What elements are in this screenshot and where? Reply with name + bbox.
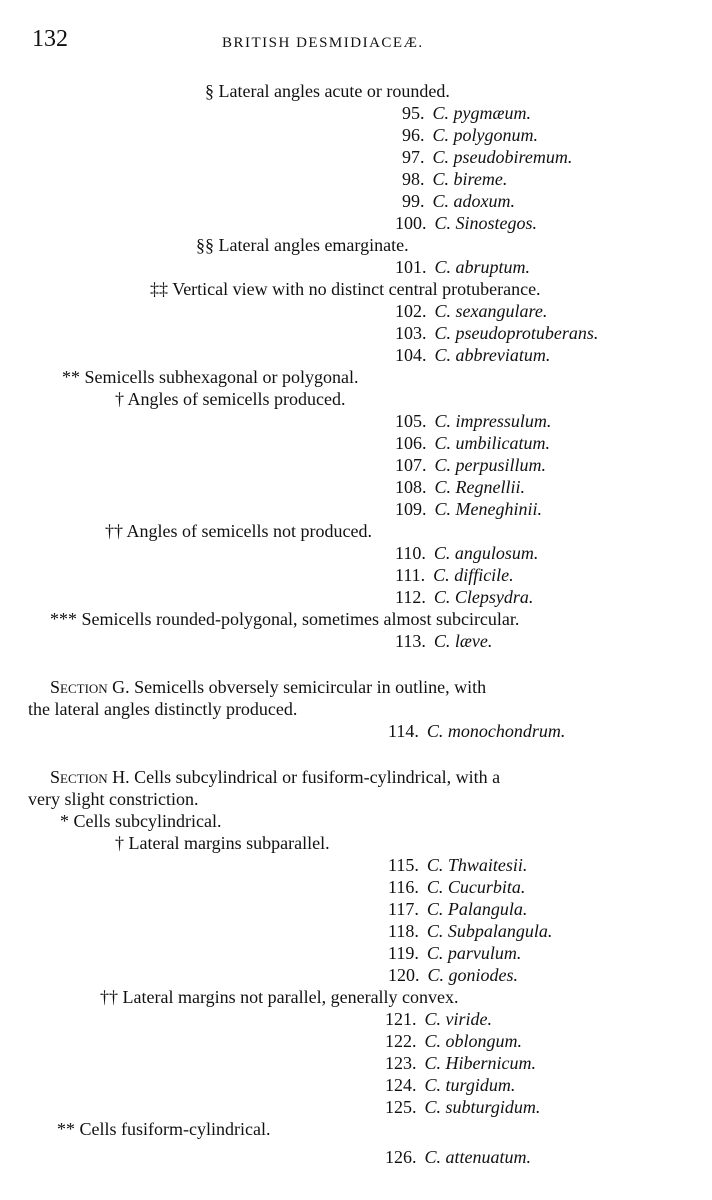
species-entry: [395, 410, 551, 432]
genus-abbrev: C.: [434, 455, 452, 475]
key-text: Semicells subhexagonal or polygonal.: [84, 367, 359, 387]
species-number: 102.: [395, 301, 427, 321]
species-name: Regnellii.: [455, 477, 525, 497]
species-name: sexangulare.: [455, 301, 548, 321]
section-label: Section G.: [50, 677, 130, 697]
species-name: Sinostegos.: [455, 213, 538, 233]
species-number: 116.: [388, 877, 419, 897]
species-entry: [395, 564, 514, 586]
genus-abbrev: C.: [424, 1031, 442, 1051]
species-name: umbilicatum.: [455, 433, 551, 453]
genus-abbrev: C.: [424, 1097, 442, 1117]
key-marker: ††: [105, 521, 123, 541]
section-heading: [50, 766, 500, 788]
body-text-line: the lateral angles distinctly produced.: [28, 699, 298, 719]
key-text: Cells subcylindrical.: [73, 811, 222, 831]
species-number: 124.: [385, 1075, 417, 1095]
species-name: bireme.: [453, 169, 508, 189]
key-text: Semicells rounded-polygonal, sometimes almost subcircular.: [81, 609, 520, 629]
species-entry: [385, 1030, 522, 1052]
genus-abbrev: C.: [424, 1009, 442, 1029]
key-heading: [105, 520, 372, 542]
genus-abbrev: C.: [433, 543, 451, 563]
key-marker: ‡‡: [150, 279, 168, 299]
species-entry: [395, 300, 547, 322]
species-number: 109.: [395, 499, 427, 519]
key-heading: [196, 234, 409, 256]
species-name: goniodes.: [448, 965, 519, 985]
key-text: Lateral margins subparallel.: [128, 833, 330, 853]
genus-abbrev: C.: [434, 433, 452, 453]
genus-abbrev: C.: [434, 499, 452, 519]
species-entry: [395, 256, 530, 278]
key-text: Lateral angles acute or rounded.: [218, 81, 450, 101]
key-text: Vertical view with no distinct central protuberance.: [172, 279, 541, 299]
species-entry: [388, 920, 552, 942]
page-number: 132: [32, 26, 68, 52]
species-number: 111.: [395, 565, 426, 585]
key-marker: **: [57, 1119, 75, 1139]
genus-abbrev: C.: [432, 103, 450, 123]
section-text: Cells subcylindrical or fusiform-cylindrical, with a: [134, 767, 501, 787]
species-number: 97.: [402, 147, 425, 167]
species-name: abruptum.: [455, 257, 531, 277]
species-name: Thwaitesii.: [447, 855, 528, 875]
species-number: 119.: [388, 943, 419, 963]
species-name: Subpalangula.: [447, 921, 553, 941]
species-number: 107.: [395, 455, 427, 475]
genus-abbrev: C.: [434, 477, 452, 497]
species-entry: [402, 124, 538, 146]
key-marker: §: [205, 81, 214, 101]
key-marker: **: [62, 367, 80, 387]
species-number: 125.: [385, 1097, 417, 1117]
species-name: monochondrum.: [447, 721, 566, 741]
key-heading: [57, 1118, 270, 1140]
section-text: Semicells obversely semicircular in outline, with: [134, 677, 487, 697]
species-entry: [395, 630, 492, 652]
genus-abbrev: C.: [424, 1053, 442, 1073]
genus-abbrev: C.: [426, 721, 444, 741]
species-number: 99.: [402, 191, 425, 211]
genus-abbrev: C.: [434, 213, 452, 233]
species-number: 113.: [395, 631, 426, 651]
key-heading: [115, 832, 330, 854]
genus-abbrev: C.: [424, 1075, 442, 1095]
species-number: 108.: [395, 477, 427, 497]
species-number: 117.: [388, 899, 419, 919]
genus-abbrev: C.: [433, 631, 451, 651]
species-name: abbreviatum.: [455, 345, 551, 365]
species-number: 122.: [385, 1031, 417, 1051]
genus-abbrev: C.: [433, 565, 450, 585]
key-marker: ***: [50, 609, 77, 629]
key-heading: [115, 388, 345, 410]
species-number: 112.: [395, 587, 426, 607]
species-entry: [385, 1146, 531, 1168]
key-marker: ††: [100, 987, 118, 1007]
genus-abbrev: C.: [434, 323, 452, 343]
species-entry: [395, 498, 542, 520]
species-name: oblongum.: [445, 1031, 523, 1051]
key-marker: §§: [196, 235, 214, 255]
key-text: Lateral margins not parallel, generally convex.: [122, 987, 459, 1007]
species-number: 114.: [388, 721, 419, 741]
species-entry: [385, 1052, 536, 1074]
species-entry: [385, 1008, 492, 1030]
species-entry: [402, 146, 572, 168]
species-entry: [385, 1096, 540, 1118]
species-entry: [395, 476, 525, 498]
species-name: Cucurbita.: [447, 877, 526, 897]
running-title: BRITISH DESMIDIACEÆ.: [222, 35, 424, 51]
species-number: 115.: [388, 855, 419, 875]
genus-abbrev: C.: [434, 411, 452, 431]
genus-abbrev: C.: [426, 855, 444, 875]
key-heading: [205, 80, 450, 102]
species-entry: [395, 322, 598, 344]
genus-abbrev: C.: [426, 899, 444, 919]
genus-abbrev: C.: [432, 147, 450, 167]
key-heading: [150, 278, 541, 300]
species-name: viride.: [445, 1009, 493, 1029]
species-name: Palangula.: [447, 899, 528, 919]
genus-abbrev: C.: [426, 921, 444, 941]
species-number: 98.: [402, 169, 425, 189]
genus-abbrev: C.: [432, 169, 450, 189]
species-name: turgidum.: [445, 1075, 516, 1095]
species-name: perpusillum.: [455, 455, 547, 475]
species-number: 126.: [385, 1147, 417, 1167]
genus-abbrev: C.: [424, 1147, 442, 1167]
species-entry: [388, 964, 518, 986]
species-name: subturgidum.: [445, 1097, 541, 1117]
species-name: polygonum.: [453, 125, 539, 145]
species-entry: [395, 454, 546, 476]
species-name: parvulum.: [447, 943, 522, 963]
species-number: 96.: [402, 125, 425, 145]
genus-abbrev: C.: [434, 257, 452, 277]
genus-abbrev: C.: [432, 191, 450, 211]
species-name: attenuatum.: [445, 1147, 532, 1167]
species-entry: [388, 720, 565, 742]
species-number: 120.: [388, 965, 420, 985]
section-heading: [50, 676, 486, 698]
species-name: difficile.: [454, 565, 514, 585]
species-entry: [395, 432, 550, 454]
genus-abbrev: C.: [426, 943, 444, 963]
section-label: Section H.: [50, 767, 130, 787]
key-text: Cells fusiform-cylindrical.: [79, 1119, 271, 1139]
species-number: 110.: [395, 543, 426, 563]
species-number: 106.: [395, 433, 427, 453]
species-entry: [402, 190, 515, 212]
species-entry: [388, 898, 527, 920]
species-entry: [395, 344, 550, 366]
species-entry: [388, 876, 525, 898]
key-marker: †: [115, 389, 124, 409]
species-number: 104.: [395, 345, 427, 365]
species-number: 103.: [395, 323, 427, 343]
species-number: 100.: [395, 213, 427, 233]
species-number: 118.: [388, 921, 419, 941]
species-entry: [402, 102, 531, 124]
species-number: 123.: [385, 1053, 417, 1073]
species-name: pseudoprotuberans.: [455, 323, 599, 343]
species-name: Clepsydra.: [454, 587, 534, 607]
genus-abbrev: C.: [434, 345, 452, 365]
genus-abbrev: C.: [434, 301, 452, 321]
species-name: adoxum.: [453, 191, 516, 211]
species-name: pseudobiremum.: [453, 147, 573, 167]
genus-abbrev: C.: [426, 877, 444, 897]
key-heading: [100, 986, 459, 1008]
species-entry: [385, 1074, 515, 1096]
key-heading: [50, 608, 519, 630]
genus-abbrev: C.: [432, 125, 450, 145]
species-entry: [388, 942, 521, 964]
species-name: impressulum.: [455, 411, 552, 431]
species-entry: [395, 586, 533, 608]
key-heading: [60, 810, 221, 832]
key-text: Angles of semicells not produced.: [126, 521, 372, 541]
species-entry: [388, 854, 527, 876]
key-marker: †: [115, 833, 124, 853]
species-entry: [395, 212, 537, 234]
key-marker: *: [60, 811, 69, 831]
key-heading: [62, 366, 358, 388]
species-entry: [395, 542, 538, 564]
species-name: Meneghinii.: [455, 499, 542, 519]
species-entry: [402, 168, 507, 190]
species-number: 121.: [385, 1009, 417, 1029]
genus-abbrev: C.: [433, 587, 451, 607]
genus-abbrev: C.: [427, 965, 445, 985]
body-text-line: very slight constriction.: [28, 789, 199, 809]
species-name: læve.: [454, 631, 493, 651]
species-name: angulosum.: [454, 543, 539, 563]
key-text: Lateral angles emarginate.: [218, 235, 409, 255]
species-name: pygmæum.: [453, 103, 532, 123]
species-number: 101.: [395, 257, 427, 277]
key-text: Angles of semicells produced.: [127, 389, 346, 409]
species-name: Hibernicum.: [445, 1053, 536, 1073]
species-number: 105.: [395, 411, 427, 431]
species-number: 95.: [402, 103, 425, 123]
